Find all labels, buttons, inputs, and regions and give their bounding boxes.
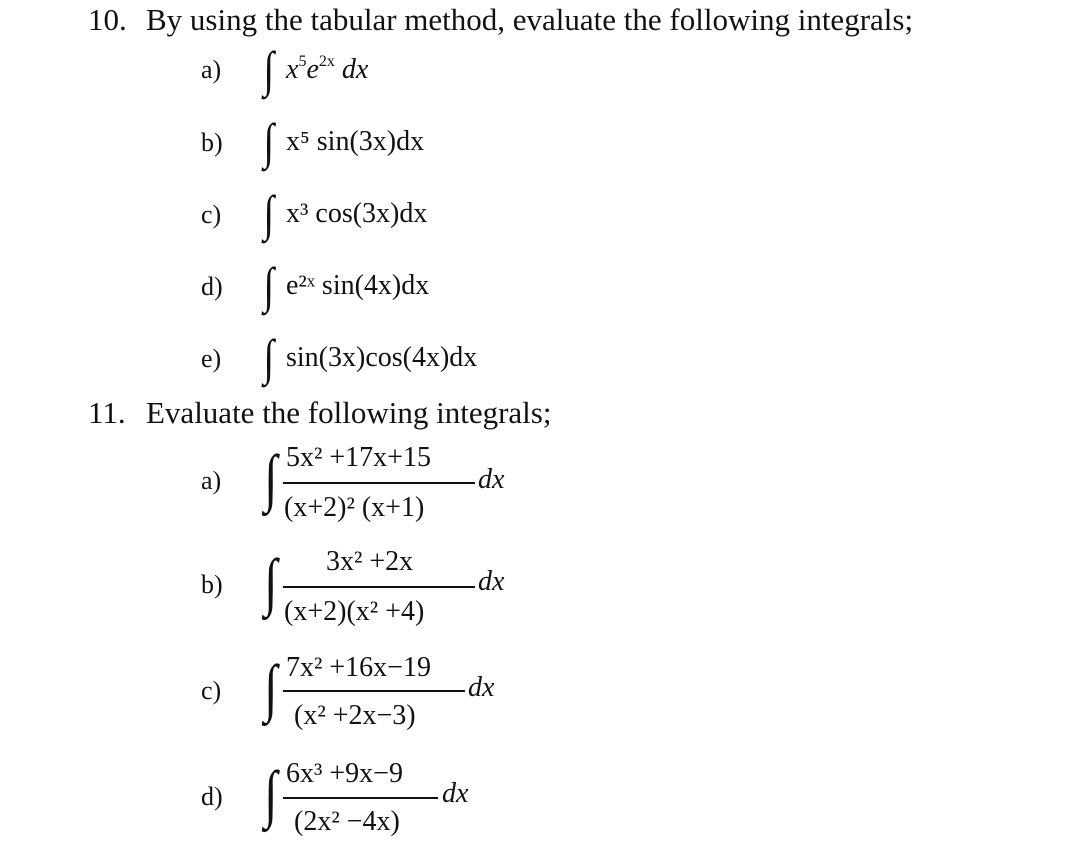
fraction-denominator: (2x² −4x) <box>294 806 400 837</box>
differential: dx <box>468 672 495 703</box>
differential: dx <box>478 464 505 495</box>
integral-sign-icon: ∫ <box>264 758 278 829</box>
differential: dx <box>442 778 469 809</box>
item-label: a) <box>201 55 222 84</box>
fraction-numerator: 5x² +17x+15 <box>286 442 431 473</box>
fraction-bar <box>283 690 465 692</box>
question-title: By using the tabular method, evaluate the following integrals; <box>146 2 914 37</box>
question-11-heading <box>88 395 551 431</box>
item-label: a) <box>201 466 222 495</box>
question-number: 10. <box>88 2 127 37</box>
question-title: Evaluate the following integrals; <box>146 395 552 430</box>
question-number: 11. <box>88 395 126 430</box>
question-10-heading <box>88 2 913 38</box>
fraction-denominator: (x+2)² (x+1) <box>284 492 425 523</box>
integral-sign-icon: ∫ <box>263 185 275 241</box>
item-label: d) <box>201 272 223 301</box>
integral-sign-icon: ∫ <box>264 546 278 617</box>
integral-expression: x⁵ sin(3x)dx <box>286 126 425 157</box>
item-label: c) <box>201 200 222 229</box>
fraction-numerator: 6x³ +9x−9 <box>286 758 403 789</box>
integral-sign-icon: ∫ <box>263 41 275 97</box>
fraction-denominator: (x² +2x−3) <box>294 700 416 731</box>
item-label: d) <box>201 782 223 811</box>
fraction-bar <box>283 586 475 588</box>
item-label: b) <box>201 128 223 157</box>
integral-sign-icon: ∫ <box>263 257 275 313</box>
integral-sign-icon: ∫ <box>264 652 278 723</box>
integral-sign-icon: ∫ <box>263 329 275 385</box>
fraction-bar <box>283 482 475 484</box>
fraction-numerator: 3x² +2x <box>326 546 414 577</box>
integral-sign-icon: ∫ <box>263 113 275 169</box>
item-label: c) <box>201 676 222 705</box>
integral-expression: x³ cos(3x)dx <box>286 198 428 229</box>
differential: dx <box>478 566 505 597</box>
fraction-bar <box>283 797 438 799</box>
integral-expression: $x^5e^{2x}$ dx <box>286 53 369 85</box>
item-label: e) <box>201 344 222 373</box>
fraction-numerator: 7x² +16x−19 <box>286 652 431 683</box>
integral-sign-icon: ∫ <box>264 442 278 513</box>
integral-expression: sin(3x)cos(4x)dx <box>286 342 478 373</box>
item-label: b) <box>201 570 223 599</box>
fraction-denominator: (x+2)(x² +4) <box>284 596 425 627</box>
integral-expression: e²ˣ sin(4x)dx <box>286 270 430 301</box>
